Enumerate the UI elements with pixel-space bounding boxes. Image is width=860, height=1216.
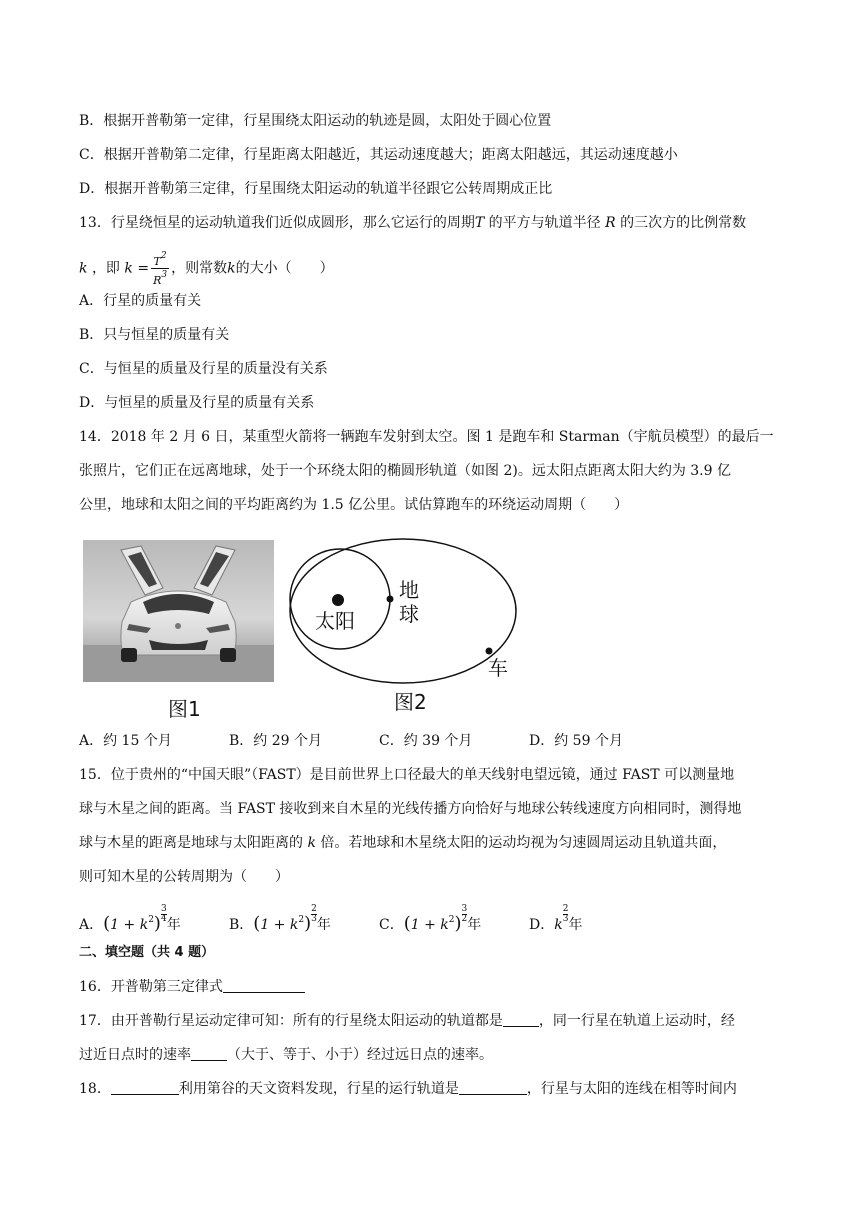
q13-stem-text: 13．行星绕恒星的运动轨道我们近似成圆形，那么它运行的周期 <box>79 215 475 231</box>
var-t: T <box>474 215 485 231</box>
car-photo <box>83 540 274 682</box>
q15-option-c: C．$(1 + k^2)$ $\frac{3}{2}$ 年 <box>379 904 482 934</box>
q13-option-b: B．只与恒星的质量有关 <box>79 327 230 343</box>
numerator-var: T <box>153 255 161 268</box>
q18-text: ，行星与太阳的连线在相等时间内 <box>526 1081 737 1097</box>
q13-stem-text: 的大小（ ） <box>235 260 334 277</box>
q16-stem <box>79 977 305 997</box>
q13-option-d: D．与恒星的质量及行星的质量有关系 <box>79 395 315 411</box>
q13-stem-text: ，则常数 <box>171 260 228 277</box>
figure2-caption: 图2 <box>394 690 427 714</box>
earth-label-1: 地 <box>399 578 419 602</box>
unit-label: 年 <box>316 917 331 933</box>
q16-text: 16．开普勒第三定律式 <box>79 979 223 995</box>
exp-den: 4 <box>160 914 167 924</box>
formula-denominator <box>151 269 169 287</box>
q13-stem-text: ，即 <box>91 260 120 277</box>
q14-stem-line2: 张照片，它们正在远离地球，处于一个环绕太阳的椭圆形轨道（如图 2)。远太阳点距离太阳大约为 3.9 亿 <box>79 463 731 479</box>
q14-option-c: C．约 39 个月 <box>379 733 473 749</box>
q15-stem-line1: 15．位于贵州的“中国天眼”（FAST）是目前世界上口径最大的单天线射电望远镜，通过 FAST 可以测量地 <box>79 767 735 783</box>
q18-number: 18． <box>79 1081 111 1097</box>
answer-blank[interactable] <box>223 978 305 993</box>
var-r: R <box>605 215 616 231</box>
unit-label: 年 <box>467 917 482 933</box>
option-label: D． <box>529 917 555 933</box>
earth-dot <box>387 596 394 603</box>
q13-stem-text: 的平方与轨道半径 <box>488 215 601 231</box>
q17-text: 17．由开普勒行星运动定律可知：所有的行星绕太阳运动的轨道都是 <box>79 1013 503 1029</box>
base-exp: 2 <box>148 915 154 925</box>
answer-blank[interactable] <box>503 1012 539 1027</box>
formula-numerator <box>151 250 169 269</box>
formula-lhs: k = <box>124 260 150 277</box>
q17-stem-line1 <box>79 1011 735 1031</box>
answer-blank[interactable] <box>191 1046 227 1061</box>
q14-stem-line1: 14．2018 年 2 月 6 日，某重型火箭将一辆跑车发射到太空。图 1 是跑车和 Starman（宇航员模型）的最后一 <box>79 429 774 445</box>
q18-stem <box>79 1079 737 1099</box>
exp-num: 3 <box>160 904 167 914</box>
formula-fraction <box>151 250 169 287</box>
exp-num: 2 <box>562 904 569 914</box>
denominator-var: R <box>153 274 162 287</box>
q13-option-a: A．行星的质量有关 <box>79 293 202 309</box>
option-label: C． <box>379 917 404 933</box>
q14-option-b: B．约 29 个月 <box>229 733 323 749</box>
option-base: 1 + k <box>110 917 149 933</box>
option-base: 1 + k <box>260 917 299 933</box>
numerator-exp: 2 <box>160 251 167 261</box>
exp-den: 3 <box>311 914 317 924</box>
option-base: k <box>554 917 563 933</box>
q15-option-a: A．$(1 + k^2)$ $\frac{3}{4}$ 年 <box>79 904 181 934</box>
q15-stem-line3 <box>79 833 726 853</box>
q13-stem-line2 <box>79 250 334 287</box>
base-exp: 2 <box>448 915 455 925</box>
option-label: B． <box>229 917 254 933</box>
q15-stem-line4: 则可知木星的公转周期为（ ） <box>79 869 289 885</box>
answer-blank[interactable] <box>459 1080 527 1095</box>
exp-num: 3 <box>461 904 468 914</box>
car-label: 车 <box>488 656 508 680</box>
q12-option-b: B．根据开普勒第一定律，行星围绕太阳运动的轨迹是圆，太阳处于圆心位置 <box>79 113 552 129</box>
q14-option-a: A．约 15 个月 <box>79 733 172 749</box>
exp-den: 3 <box>562 914 569 924</box>
var-k: k <box>227 260 236 277</box>
q15-stem-text: 球与木星的距离是地球与太阳距离的 <box>79 835 303 851</box>
unit-label: 年 <box>166 917 181 933</box>
q13-stem-line1 <box>79 213 746 233</box>
denominator-exp: 3 <box>161 270 168 280</box>
figure1-caption: 图1 <box>168 697 201 721</box>
answer-blank[interactable] <box>111 1080 179 1095</box>
q17-text: 过近日点时的速率 <box>79 1047 191 1063</box>
q15-stem-line2: 球与木星之间的距离。当 FAST 接收到来自木星的光线传播方向恰好与地球公转线速度方向相同时，测得地 <box>79 801 742 817</box>
option-label: A． <box>79 917 104 933</box>
q12-option-d: D．根据开普勒第三定律，行星围绕太阳运动的轨道半径跟它公转周期成正比 <box>79 181 553 197</box>
earth-label-2: 球 <box>399 602 419 626</box>
q13-stem-text: 的三次方的比例常数 <box>620 215 747 231</box>
q18-text: 利用第谷的天文资料发现，行星的运行轨道是 <box>178 1081 459 1097</box>
q15-option-b: B．$(1 + k^2)$ $\frac{2}{3}$ 年 <box>229 904 331 934</box>
q15-stem-text: 倍。若地球和木星绕太阳的运动均视为匀速圆周运动且轨道共面， <box>320 835 727 851</box>
q14-stem-line3: 公里，地球和太阳之间的平均距离约为 1.5 亿公里。试估算跑车的环绕运动周期（ ） <box>79 497 629 513</box>
section-heading: 二、填空题（共 4 题） <box>79 945 215 960</box>
q17-text: ，同一行星在轨道上运动时，经 <box>538 1013 735 1029</box>
exp-num: 2 <box>311 904 317 914</box>
q15-option-d <box>529 905 582 935</box>
exp-den: 2 <box>461 914 468 924</box>
q17-text: （大于、等于、小于）经过远日点的速率。 <box>227 1047 493 1063</box>
q17-stem-line2 <box>79 1045 493 1065</box>
q12-option-c: C．根据开普勒第二定律，行星距离太阳越近，其运动速度越大；距离太阳越远，其运动速度越小 <box>79 147 678 163</box>
sun-label: 太阳 <box>315 609 355 633</box>
var-k: k <box>79 260 88 277</box>
var-k: k <box>307 835 316 851</box>
q13-option-c: C．与恒星的质量及行星的质量没有关系 <box>79 361 328 377</box>
option-base: 1 + k <box>410 917 449 933</box>
q14-option-d: D．约 59 个月 <box>529 733 623 749</box>
unit-label: 年 <box>568 917 583 933</box>
base-exp: 2 <box>298 915 305 925</box>
